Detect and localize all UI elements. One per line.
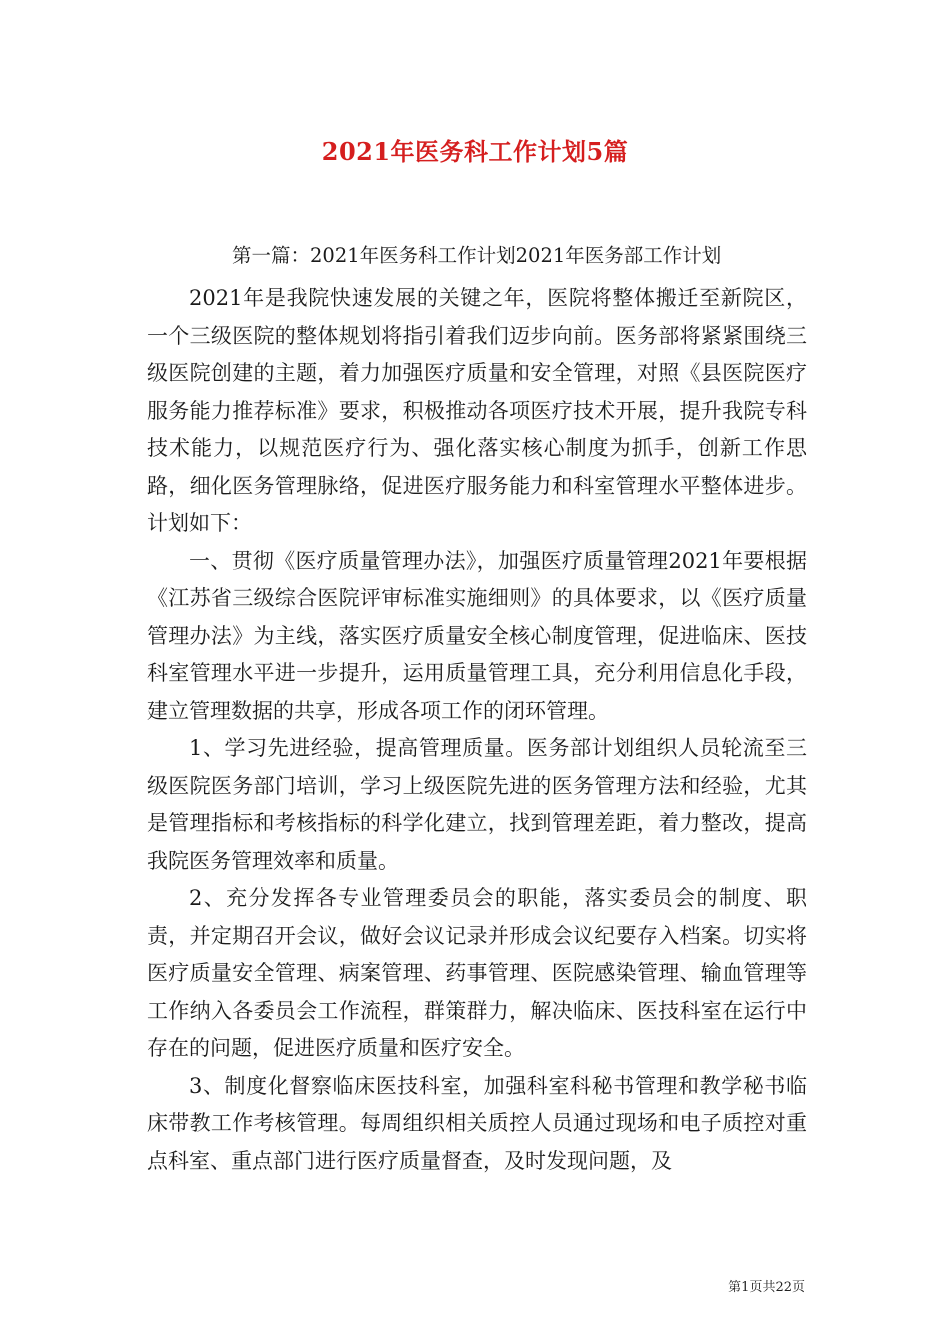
document-body [147,280,807,1180]
paragraph: 2、充分发挥各专业管理委员会的职能，落实委员会的制度、职责，并定期召开会议，做好会议记录并形成会议纪要存入档案。切实将医疗质量安全管理、病案管理、药事管理、医院感染管理、输血管理等工作纳入各委员会工作流程，群策群力，解决临床、医技科室在运行中存在的问题，促进医疗质量和医疗安全。 [147,886,807,1060]
paragraph: 2021年是我院快速发展的关键之年，医院将整体搬迁至新院区，一个三级医院的整体规划将指引着我们迈步向前。医务部将紧紧围绕三级医院创建的主题，着力加强医疗质量和安全管理，对照《县医院医疗服务能力推荐标准》要求，积极推动各项医疗技术开展，提升我院专科技术能力，以规范医疗行为、强化落实核心制度为抓手，创新工作思路，细化医务管理脉络，促进医疗服务能力和科室管理水平整体进步。计划如下： [147,286,807,535]
paragraph: 一、贯彻《医疗质量管理办法》，加强医疗质量管理2021年要根据《江苏省三级综合医院评审标准实施细则》的具体要求，以《医疗质量管理办法》为主线，落实医疗质量安全核心制度管理，促进临床、医技科室管理水平进一步提升，运用质量管理工具，充分利用信息化手段，建立管理数据的共享，形成各项工作的闭环管理。 [147,548,807,723]
paragraph: 1、学习先进经验，提高管理质量。医务部计划组织人员轮流至三级医院医务部门培训，学习上级医院先进的医务管理方法和经验，尤其是管理指标和考核指标的科学化建立，找到管理差距，着力整改，提高我院医务管理效率和质量。 [147,736,807,873]
document-title: 2021年医务科工作计划5篇 [321,137,629,166]
page-number-footer: 第1页共22页 [728,1280,805,1295]
paragraph: 3、制度化督察临床医技科室，加强科室科秘书管理和教学秘书临床带教工作考核管理。每周组织相关质控人员通过现场和电子质控对重点科室、重点部门进行医疗质量督查，及时发现问题，及 [147,1073,807,1173]
section-subtitle: 第一篇：2021年医务科工作计划2021年医务部工作计划 [232,244,722,267]
